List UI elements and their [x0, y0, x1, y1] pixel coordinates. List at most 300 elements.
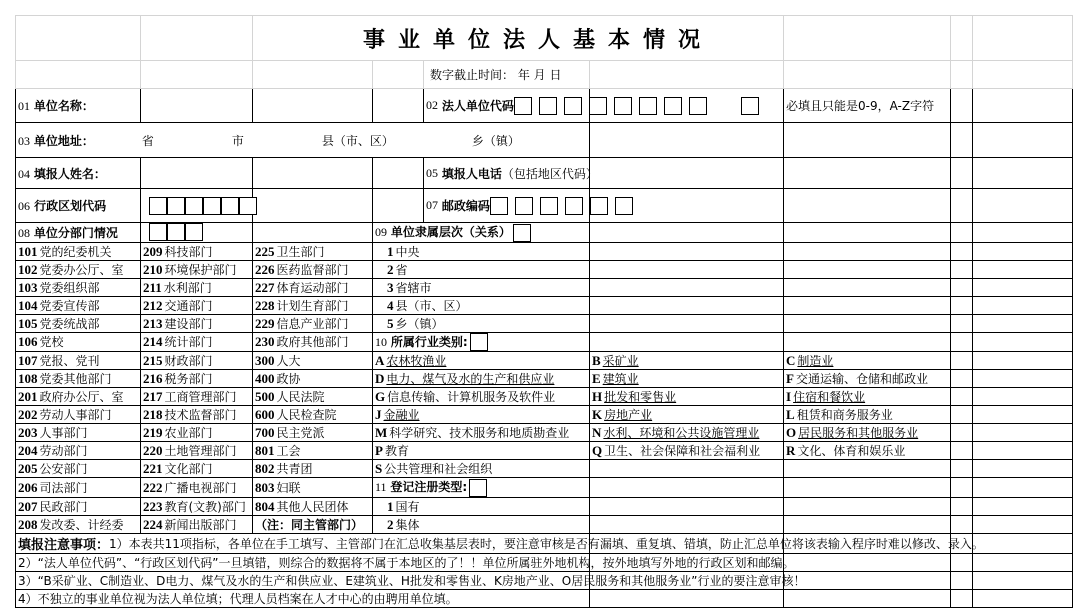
code-box[interactable] — [167, 197, 185, 215]
department-option[interactable] — [141, 260, 253, 278]
item-code: 214 — [143, 334, 163, 350]
item-label: 制造业 — [797, 354, 834, 368]
cell[interactable] — [590, 61, 784, 89]
cell[interactable] — [951, 61, 973, 89]
category-option[interactable] — [373, 314, 590, 332]
item-label: 采矿业 — [602, 354, 639, 368]
cell[interactable] — [973, 332, 1073, 352]
item-label: 计划生育部门 — [276, 298, 349, 313]
department-option[interactable] — [253, 260, 373, 278]
cell[interactable] — [951, 314, 973, 332]
reporter-phone-field[interactable] — [424, 158, 598, 189]
item-code: 209 — [143, 243, 163, 259]
item-label: 政府其他部门 — [276, 335, 349, 350]
department-option[interactable] — [16, 478, 141, 498]
category-option[interactable] — [373, 460, 590, 478]
item-code: 106 — [18, 334, 38, 350]
cell[interactable] — [951, 223, 973, 243]
industry-option[interactable] — [784, 515, 951, 533]
code-box[interactable] — [513, 224, 531, 242]
unit-name-input[interactable] — [141, 89, 253, 123]
code-box[interactable] — [221, 197, 239, 215]
cell[interactable] — [951, 16, 973, 61]
item-code: 1 — [387, 243, 394, 259]
code-list-row — [16, 260, 1073, 278]
cell[interactable] — [373, 89, 424, 123]
item-code: 500 — [255, 389, 275, 404]
cell[interactable] — [590, 589, 784, 607]
department-option[interactable] — [16, 424, 141, 442]
industry-option[interactable] — [784, 497, 951, 515]
code-box[interactable] — [639, 97, 657, 115]
department-option[interactable] — [141, 442, 253, 460]
industry-option[interactable] — [590, 406, 784, 424]
item-code: 201 — [18, 389, 38, 404]
department-option[interactable] — [16, 460, 141, 478]
industry-option[interactable] — [590, 478, 784, 498]
department-option[interactable] — [253, 424, 373, 442]
industry-option[interactable] — [590, 370, 784, 388]
code-list-row — [16, 370, 1073, 388]
note-item — [16, 533, 984, 553]
item-label: 其他人民团体 — [276, 499, 349, 514]
cell[interactable] — [973, 515, 1073, 533]
item-code: 2 — [387, 516, 394, 532]
item-code: O — [786, 425, 797, 440]
item-label: 集体 — [395, 517, 420, 532]
industry-option[interactable] — [590, 424, 784, 442]
industry-option[interactable] — [590, 388, 784, 406]
cell[interactable] — [973, 497, 1073, 515]
field-label: 单位隶属层次（关系） — [390, 225, 511, 239]
note-text: 3）“B采矿业、C制造业、D电力、煤气及水的生产和供应业、E建筑业、H批发和零售业、K房地产业、O居民服务和其他服务业”行业的要注意审核！ — [18, 573, 806, 588]
region-code-boxes[interactable] — [141, 189, 253, 223]
item-label: 税务部门 — [164, 372, 213, 386]
code-box[interactable] — [590, 197, 608, 215]
department-option[interactable] — [253, 314, 373, 332]
cell[interactable] — [973, 242, 1073, 260]
department-option[interactable] — [141, 314, 253, 332]
department-option[interactable] — [253, 388, 373, 406]
item-label: 财政部门 — [164, 354, 213, 368]
industry-option[interactable] — [784, 242, 951, 260]
form-table — [15, 15, 1073, 608]
item-label: 登记注册类型: — [390, 480, 468, 494]
cell[interactable] — [373, 189, 424, 223]
department-option[interactable] — [141, 406, 253, 424]
cell[interactable] — [973, 571, 1073, 589]
item-code: 211 — [143, 279, 162, 295]
item-code: H — [592, 389, 603, 404]
cell[interactable] — [141, 61, 253, 89]
category-option[interactable] — [373, 406, 590, 424]
industry-option[interactable] — [784, 296, 951, 314]
code-box[interactable] — [565, 197, 583, 215]
industry-option[interactable] — [784, 460, 951, 478]
cell[interactable] — [973, 553, 1073, 571]
item-label: 水利、环境和公共设施管理业 — [603, 426, 760, 440]
code-box[interactable] — [589, 97, 607, 115]
cell[interactable] — [951, 553, 973, 571]
field-number: 07 — [426, 198, 438, 212]
cell[interactable] — [951, 296, 973, 314]
item-code: 216 — [143, 371, 163, 386]
item-label: 中央 — [395, 244, 420, 259]
cell[interactable] — [973, 406, 1073, 424]
category-option[interactable] — [373, 370, 590, 388]
item-label: 电力、煤气及水的生产和供应业 — [386, 372, 555, 386]
check-code-box[interactable] — [741, 97, 759, 115]
department-option[interactable] — [16, 497, 141, 515]
item-code: E — [592, 371, 601, 386]
cell[interactable] — [590, 123, 784, 158]
industry-option[interactable] — [590, 260, 784, 278]
code-box[interactable] — [615, 197, 633, 215]
category-option[interactable] — [373, 260, 590, 278]
item-code: D — [375, 371, 385, 386]
legal-code-boxes[interactable] — [514, 97, 766, 115]
cell[interactable] — [951, 515, 973, 533]
industry-option[interactable] — [784, 314, 951, 332]
item-label: 政府办公厅、室 — [39, 390, 124, 404]
cell[interactable] — [973, 388, 1073, 406]
code-box[interactable] — [689, 97, 707, 115]
department-option[interactable] — [141, 424, 253, 442]
item-label: 新闻出版部门 — [164, 517, 237, 532]
department-option[interactable] — [141, 497, 253, 515]
cell[interactable] — [951, 242, 973, 260]
cell[interactable] — [16, 61, 141, 89]
item-code: 219 — [143, 425, 163, 440]
department-option[interactable] — [253, 370, 373, 388]
cell[interactable] — [951, 497, 973, 515]
province-label: 省 — [141, 133, 154, 148]
item-code: 4 — [387, 297, 394, 313]
cell[interactable] — [973, 61, 1073, 89]
industry-option[interactable] — [590, 332, 784, 352]
industry-option[interactable] — [784, 442, 951, 460]
cell[interactable] — [590, 158, 784, 189]
item-code: N — [592, 425, 602, 440]
department-option[interactable] — [253, 478, 373, 498]
cell[interactable] — [973, 296, 1073, 314]
item-label: 党委统战部 — [39, 316, 100, 331]
department-option[interactable] — [16, 406, 141, 424]
category-option[interactable] — [373, 278, 590, 296]
item-label: 科技部门 — [164, 244, 213, 259]
cell[interactable] — [973, 424, 1073, 442]
cell[interactable] — [784, 123, 951, 158]
cell[interactable] — [373, 158, 424, 189]
code-box[interactable] — [203, 197, 221, 215]
cell[interactable] — [16, 16, 141, 61]
department-option[interactable] — [141, 370, 253, 388]
cell[interactable] — [973, 352, 1073, 370]
cell[interactable] — [141, 16, 253, 61]
item-code: 108 — [18, 371, 38, 386]
code-box[interactable] — [515, 197, 533, 215]
category-option[interactable] — [373, 497, 590, 515]
cell[interactable] — [951, 89, 973, 123]
industry-option[interactable] — [590, 515, 784, 533]
item-code: 600 — [255, 407, 275, 422]
department-option[interactable] — [253, 332, 373, 352]
cell[interactable] — [951, 406, 973, 424]
industry-option[interactable] — [784, 388, 951, 406]
code-box[interactable] — [614, 97, 632, 115]
industry-option[interactable] — [590, 242, 784, 260]
code-list-row — [16, 314, 1073, 332]
cell[interactable] — [973, 314, 1073, 332]
item-code: 101 — [18, 243, 38, 259]
department-option[interactable] — [253, 460, 373, 478]
cell[interactable] — [784, 158, 951, 189]
cell[interactable] — [784, 571, 951, 589]
category-option[interactable] — [373, 442, 590, 460]
department-label — [16, 223, 141, 243]
cell[interactable] — [951, 158, 973, 189]
code-list-row — [16, 460, 1073, 478]
department-option[interactable] — [16, 370, 141, 388]
department-option[interactable] — [141, 242, 253, 260]
cell[interactable] — [951, 388, 973, 406]
item-label: 教育 — [384, 444, 409, 458]
department-option[interactable] — [253, 442, 373, 460]
code-box[interactable] — [514, 97, 532, 115]
industry-option[interactable] — [590, 460, 784, 478]
industry-option[interactable] — [590, 314, 784, 332]
category-option[interactable] — [373, 296, 590, 314]
item-code: 222 — [143, 479, 163, 495]
cell[interactable] — [253, 61, 373, 89]
item-code: 215 — [143, 353, 163, 368]
item-label: 建设部门 — [164, 316, 213, 331]
cell[interactable] — [951, 571, 973, 589]
department-option[interactable] — [141, 332, 253, 352]
department-option[interactable] — [16, 388, 141, 406]
cell[interactable] — [973, 189, 1073, 223]
cell[interactable] — [973, 260, 1073, 278]
department-boxes[interactable] — [141, 223, 253, 243]
item-label: 房地产业 — [604, 408, 653, 422]
item-code: 213 — [143, 315, 163, 331]
cell[interactable] — [973, 16, 1073, 61]
item-label: 发改委、计经委 — [39, 517, 124, 532]
field-number: 02 — [426, 98, 438, 112]
field-number: 10 — [375, 334, 387, 349]
cell[interactable] — [951, 332, 973, 352]
cell[interactable] — [973, 589, 1073, 607]
cell[interactable] — [951, 123, 973, 158]
code-box[interactable] — [167, 223, 185, 241]
department-option[interactable] — [16, 260, 141, 278]
unit-name-input[interactable] — [253, 89, 373, 123]
item-label: 住宿和餐饮业 — [793, 390, 866, 404]
category-option[interactable] — [373, 332, 590, 352]
department-option[interactable] — [141, 515, 253, 533]
cell[interactable] — [784, 61, 951, 89]
cell[interactable] — [973, 278, 1073, 296]
item-code: G — [375, 389, 386, 404]
item-label: 人大 — [276, 354, 301, 368]
item-code: 205 — [18, 461, 38, 476]
item-label: 党委宣传部 — [39, 298, 100, 313]
code-box[interactable] — [239, 197, 257, 215]
industry-option[interactable] — [590, 296, 784, 314]
cell[interactable] — [951, 189, 973, 223]
department-option[interactable] — [253, 278, 373, 296]
cell[interactable] — [951, 589, 973, 607]
department-option[interactable] — [16, 296, 141, 314]
code-box[interactable] — [539, 97, 557, 115]
industry-option[interactable] — [784, 370, 951, 388]
cell[interactable] — [951, 370, 973, 388]
field-label: 填报人姓名： — [33, 166, 106, 181]
category-option[interactable] — [373, 515, 590, 533]
unit-address-field[interactable] — [16, 123, 590, 158]
department-option[interactable] — [141, 296, 253, 314]
cell[interactable] — [951, 260, 973, 278]
reporter-name-input[interactable] — [253, 158, 373, 189]
field-label: 法人单位代码 — [441, 99, 514, 113]
department-option[interactable] — [141, 352, 253, 370]
department-option[interactable] — [253, 352, 373, 370]
reporter-name-input[interactable] — [141, 158, 253, 189]
code-list-row — [16, 442, 1073, 460]
item-label: 科学研究、技术服务和地质勘查业 — [389, 426, 570, 440]
department-option[interactable] — [253, 296, 373, 314]
cell[interactable] — [590, 223, 784, 243]
code-box[interactable] — [185, 223, 203, 241]
department-option[interactable] — [253, 497, 373, 515]
department-option[interactable] — [16, 442, 141, 460]
department-option[interactable] — [16, 352, 141, 370]
item-label: 文化、体育和娱乐业 — [797, 444, 906, 458]
cell[interactable] — [373, 61, 424, 89]
department-option[interactable] — [253, 242, 373, 260]
item-code: S — [375, 461, 383, 476]
item-code: 212 — [143, 297, 163, 313]
industry-option[interactable] — [784, 406, 951, 424]
department-option[interactable] — [16, 515, 141, 533]
cell[interactable] — [784, 223, 951, 243]
item-label: 交通部门 — [164, 298, 213, 313]
code-list-row — [16, 296, 1073, 314]
industry-option[interactable] — [590, 278, 784, 296]
item-label: （注：同主管部门） — [255, 517, 364, 532]
industry-option[interactable] — [590, 352, 784, 370]
field-number: 04 — [18, 166, 30, 181]
code-box[interactable] — [540, 197, 558, 215]
cell[interactable] — [253, 223, 373, 243]
department-option[interactable] — [253, 406, 373, 424]
item-label: 公共管理和社会组织 — [384, 462, 493, 476]
cell[interactable] — [951, 460, 973, 478]
industry-option[interactable] — [784, 332, 951, 352]
item-code: 202 — [18, 407, 38, 422]
code-box[interactable] — [664, 97, 682, 115]
city-label: 市 — [231, 133, 244, 148]
category-option[interactable] — [373, 352, 590, 370]
department-option[interactable] — [141, 478, 253, 498]
item-label: 公安部门 — [39, 462, 88, 476]
cell[interactable] — [253, 189, 373, 223]
code-box[interactable] — [149, 223, 167, 241]
department-option[interactable] — [141, 278, 253, 296]
cell[interactable] — [973, 370, 1073, 388]
cell[interactable] — [973, 223, 1073, 243]
cell[interactable] — [973, 442, 1073, 460]
department-option[interactable] — [141, 388, 253, 406]
code-box[interactable] — [185, 197, 203, 215]
category-option[interactable] — [373, 478, 590, 498]
cell[interactable] — [784, 589, 951, 607]
item-label: 共青团 — [276, 462, 313, 476]
cell[interactable] — [784, 16, 951, 61]
field-label: 邮政编码 — [441, 199, 490, 213]
item-code: 230 — [255, 334, 275, 350]
cell[interactable] — [973, 460, 1073, 478]
industry-option[interactable] — [784, 478, 951, 498]
department-option[interactable] — [253, 515, 373, 533]
code-box[interactable] — [149, 197, 167, 215]
cell[interactable] — [951, 278, 973, 296]
field-label: 填报人电话 — [441, 166, 502, 181]
code-box[interactable] — [490, 197, 508, 215]
industry-option[interactable] — [784, 278, 951, 296]
item-label: 省 — [395, 262, 408, 277]
cell[interactable] — [973, 158, 1073, 189]
note-row — [16, 553, 1073, 571]
department-option[interactable] — [16, 332, 141, 352]
field-number: 09 — [375, 225, 387, 239]
cell[interactable] — [973, 123, 1073, 158]
department-option[interactable] — [141, 460, 253, 478]
industry-option[interactable] — [784, 424, 951, 442]
legal-code-hint: 必填且只能是0-9，A-Z字符 — [784, 89, 951, 123]
item-label: 技术监督部门 — [164, 408, 237, 422]
industry-option[interactable] — [590, 497, 784, 515]
cell[interactable] — [784, 189, 951, 223]
cell[interactable] — [951, 442, 973, 460]
category-option[interactable] — [373, 388, 590, 406]
item-code: 210 — [143, 261, 163, 277]
industry-option[interactable] — [784, 352, 951, 370]
item-code: 102 — [18, 261, 38, 277]
code-box[interactable] — [470, 333, 488, 351]
department-option[interactable] — [16, 242, 141, 260]
cell[interactable] — [951, 424, 973, 442]
code-box[interactable] — [469, 479, 487, 497]
cell[interactable] — [951, 478, 973, 498]
industry-option[interactable] — [784, 260, 951, 278]
department-option[interactable] — [16, 278, 141, 296]
item-code: 400 — [255, 371, 275, 386]
department-option[interactable] — [16, 314, 141, 332]
code-list-row — [16, 388, 1073, 406]
cell[interactable] — [973, 533, 1073, 553]
item-code: I — [786, 389, 792, 404]
industry-option[interactable] — [590, 442, 784, 460]
cell[interactable] — [973, 478, 1073, 498]
cell[interactable] — [973, 89, 1073, 123]
cell[interactable] — [951, 352, 973, 370]
category-option[interactable] — [373, 242, 590, 260]
item-label: 信息传输、计算机服务及软件业 — [387, 390, 556, 404]
code-box[interactable] — [564, 97, 582, 115]
category-option[interactable] — [373, 424, 590, 442]
cell[interactable] — [784, 553, 951, 571]
